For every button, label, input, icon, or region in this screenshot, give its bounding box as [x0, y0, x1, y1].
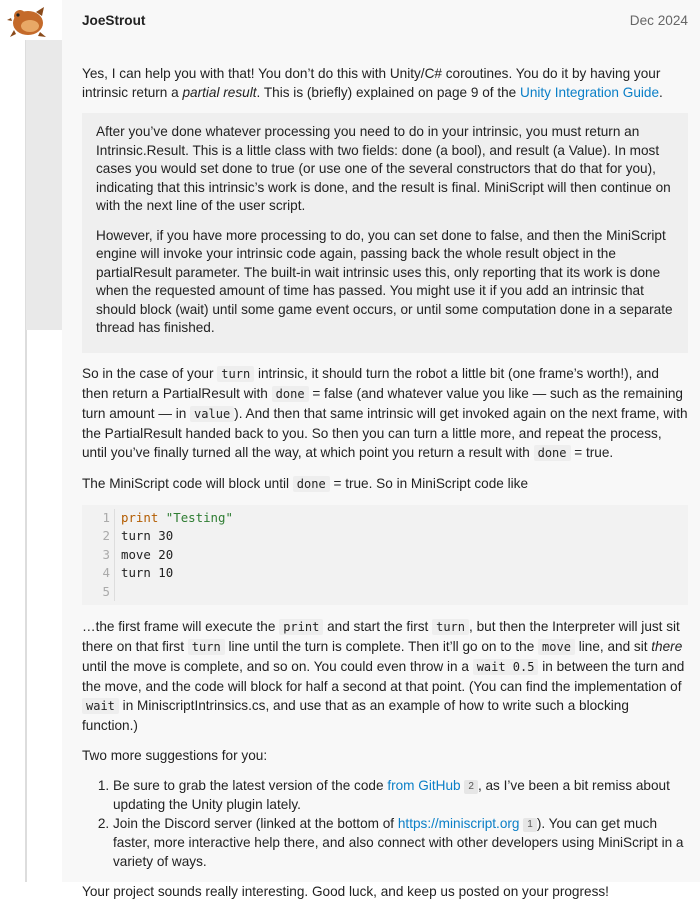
suggestions-list — [82, 776, 688, 871]
quote-paragraph-1: After you’ve done whatever processing you need to do in your intrinsic, you must return an Intrinsic.Result. This is a little class with two fields: done (a bool), and result (a Value). In most cases you would set done to true (or use one of the several constructors that do that for you), indicating that this intrinsic’s work is done, and the result is final. MiniScript will then continue on with the next line of the user script. — [96, 124, 671, 213]
code-line: 3 move 20 — [82, 546, 688, 565]
avatar[interactable] — [6, 4, 48, 40]
list-item: 1. Be sure to grab the latest version of the code from GitHub 2 , as I’ve been a bit remiss about updating the Unity plugin lately. — [113, 776, 688, 814]
paragraph-suggestions: Two more suggestions for you: — [82, 748, 268, 764]
quote-paragraph-2: However, if you have more processing to do, you can set done to false, and then the MiniScript engine will invoke your intrinsic code again, passing back the whole result object in the partialResult parameter. The built-in wait intrinsic uses this, only reporting that its work is done when the requested amount of time has passed. You might use it if you add an intrinsic that should block (wait) until some game event occurs, or until some computation done in a separate thread has finished. — [96, 227, 673, 335]
timeline-gutter — [0, 0, 62, 882]
username[interactable]: JoeStrout — [82, 13, 146, 28]
paragraph-closing: Your project sounds really interesting. Good luck, and keep us posted on your progress! — [82, 884, 609, 900]
paragraph-block: The MiniScript code will block until done = true. So in MiniScript code like — [82, 475, 529, 491]
unity-guide-link[interactable]: Unity Integration Guide — [520, 85, 660, 100]
blockquote — [82, 113, 688, 353]
post — [82, 0, 688, 912]
code-line: 1 print "Testing" — [82, 509, 688, 528]
code-line: 4 turn 10 — [82, 564, 688, 583]
post-date[interactable]: Dec 2024 — [629, 13, 688, 28]
github-link[interactable]: from GitHub — [387, 778, 461, 794]
miniscript-link[interactable]: https://miniscript.org — [397, 816, 520, 832]
code-block — [82, 505, 688, 606]
paragraph-intro: Yes, I can help you with that! You don’t do this with Unity/C# coroutines. You do it by having your intrinsic return a partial result. This is (briefly) explained on page 9 of the Unity Integration Guide. — [82, 66, 663, 100]
post-header — [82, 0, 688, 42]
link-count-badge: 2 — [464, 780, 478, 794]
code-line: 5 — [82, 583, 688, 602]
code-line: 2 turn 30 — [82, 527, 688, 546]
link-count-badge: 1 — [523, 818, 537, 832]
list-item: 2. Join the Discord server (linked at the bottom of https://miniscript.org 1 ). You can get much faster, more interactive help there, and also connect with other developers using MiniScript in a variety of ways. — [113, 814, 688, 871]
paragraph-turn: So in the case of your turn intrinsic, it should turn the robot a little bit (one frame’s worth!), and then return a PartialResult with done = false (and whatever value you like — such as the remaining turn amount — in value ). And then that same intrinsic will get invoked again on the next frame, with the PartialResult handed back to you. So then you can turn a little more, and repeat the process, until you’ve finally turned all the way, at which point you return a result with done = true. — [82, 365, 688, 460]
paragraph-execution: …the first frame will execute the print and start the first turn , but then the Interpreter will just sit there on that first turn line until the turn is complete. Then it’ll go on to the move line, and sit there until the move is complete, and so on. You could even throw in a wait 0.5 in between the turn and the move, and the code will block for half a second at that point. (You can find the implementation of wait in MiniscriptIntrinsics.cs, and use that as an example of how to write such a blocking function.) — [82, 619, 685, 734]
timeline-scroll-marker[interactable] — [26, 40, 62, 330]
